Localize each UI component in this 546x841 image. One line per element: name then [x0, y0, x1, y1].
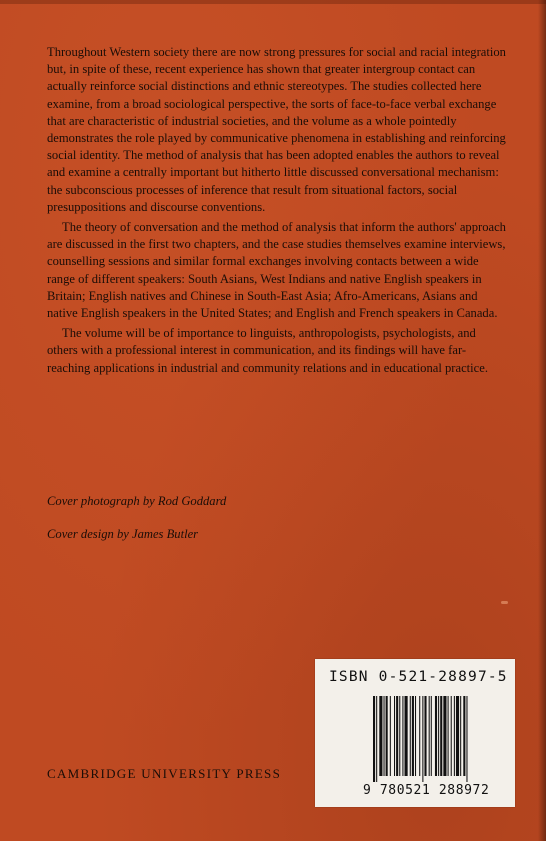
barcode-bar: [379, 696, 382, 776]
cover-top-edge: [0, 0, 546, 4]
barcode-bar: [394, 696, 395, 776]
barcode-bar: [386, 696, 388, 776]
barcode-bar: [396, 696, 398, 776]
barcode-bar: [402, 696, 403, 776]
barcode-bar: [456, 696, 459, 776]
barcode-bar: [415, 696, 416, 776]
barcode-bar: [466, 696, 467, 782]
barcode-bar: [463, 696, 465, 776]
spine-edge-shadow: [538, 0, 546, 841]
barcode-bar: [438, 696, 439, 776]
barcode-bar: [399, 696, 400, 776]
barcode-bar: [429, 696, 430, 776]
barcode-bar: [443, 696, 446, 776]
barcode-bar: [410, 696, 411, 776]
barcode-bar: [454, 696, 455, 776]
barcode-bar: [435, 696, 437, 776]
barcode-bar: [440, 696, 442, 776]
publisher-name: CAMBRIDGE UNIVERSITY PRESS: [47, 766, 282, 781]
blurb-paragraph-1: Throughout Western society there are now strong pressures for social and racial integration but, in spite of these, recent experience has shown that greater intergroup contact can actually reinforce social distinctions and ethnic stereotypes. The studies collected here examine, from a broad sociological perspective, the sorts of face-to-face verbal exchange that are characteristic of industrial societies, and the volume as a whole pointedly demonstrates the role played by communicative phenomena in establishing and reinforcing social identity. The method of analysis that has been adopted enables the authors to reveal and examine a centrally important but hitherto little discussed conversational mechanism: the subconscious processes of inference that result from situational factors, social presuppositions and discourse conventions.: [47, 45, 506, 214]
blurb-paragraph-2: The theory of conversation and the method of analysis that inform the authors' approach are discussed in the first two chapters, and the case studies themselves examine interviews, counselling sessions and similar formal exchanges involving contacts between a wide range of different speakers: South Asians, West Indians and native English speakers in Britain; English natives and Chinese in South-East Asia; Afro-Americans, Asians and native English speakers in the United States; and English and French speakers in Canada.: [47, 220, 506, 321]
barcode-bar: [376, 696, 377, 782]
barcode-graphic: [373, 696, 508, 782]
barcode-bar: [460, 696, 461, 776]
barcode-bar: [384, 696, 385, 776]
isbn-number: ISBN 0-521-28897-5: [329, 669, 508, 685]
barcode-bar: [422, 696, 423, 782]
barcode-bar: [373, 696, 375, 782]
design-credit: Cover design by James Butler: [47, 527, 199, 541]
barcode-bar: [412, 696, 414, 776]
barcode-bar: [424, 696, 426, 776]
ean-digits: 9 780521 288972: [363, 783, 490, 798]
photo-credit: Cover photograph by Rod Goddard: [47, 494, 227, 508]
barcode-bar: [448, 696, 449, 776]
barcode-bar: [390, 696, 391, 776]
blurb-paragraph-3: The volume will be of importance to linguists, anthropologists, psychologists, and others with a professional interest in communication, and its findings will have far-reaching applications in industrial and community relations and in educational practice.: [47, 326, 488, 375]
barcode-bar: [419, 696, 420, 776]
barcode-bar: [451, 696, 452, 776]
cover-blurb: [47, 44, 509, 380]
isbn-label: [315, 659, 515, 807]
barcode-bar: [431, 696, 432, 776]
barcode-bar: [405, 696, 408, 776]
cover-fleck: [501, 601, 508, 604]
